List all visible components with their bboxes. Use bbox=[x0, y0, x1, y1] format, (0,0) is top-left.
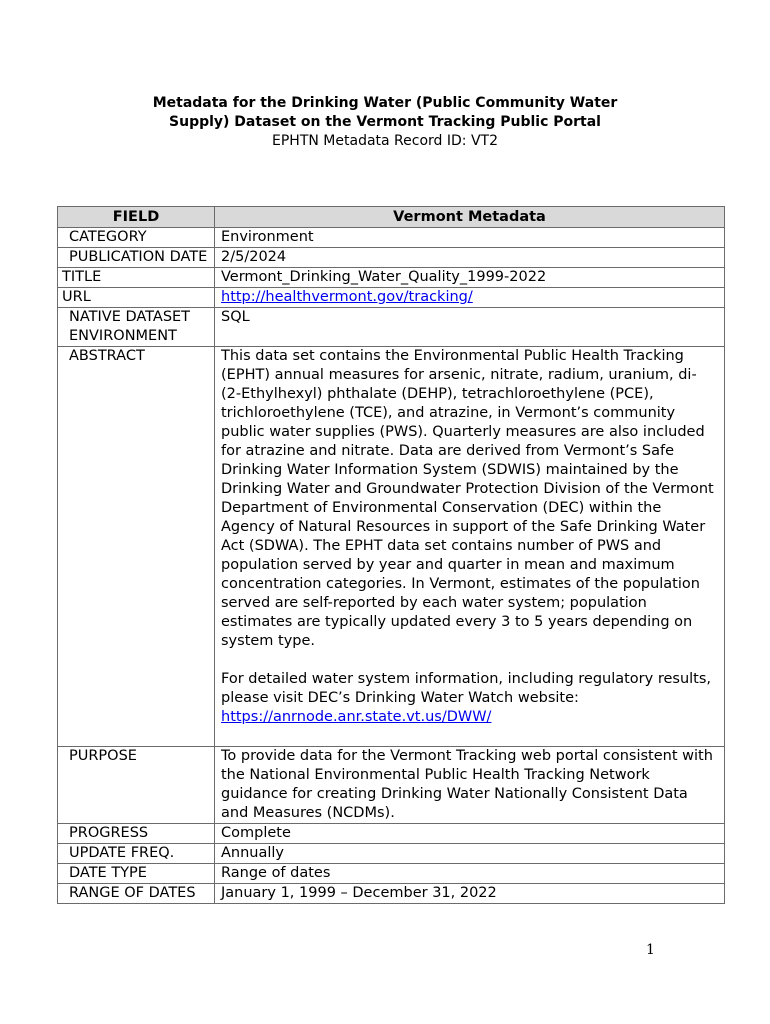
field-label: PURPOSE bbox=[58, 747, 215, 824]
title-line-2: Supply) Dataset on the Vermont Tracking Public Portal bbox=[169, 114, 601, 130]
field-label: PUBLICATION DATE bbox=[58, 248, 215, 268]
table-header-row bbox=[58, 207, 725, 228]
field-value: SQL bbox=[215, 308, 725, 347]
table-row bbox=[58, 347, 725, 747]
table-row bbox=[58, 228, 725, 248]
field-value bbox=[215, 288, 725, 308]
drinking-water-watch-link[interactable]: https://anrnode.anr.state.vt.us/DWW/ bbox=[221, 709, 492, 725]
document-title bbox=[0, 94, 770, 151]
page-number: 1 bbox=[646, 942, 655, 958]
field-label: URL bbox=[58, 288, 215, 308]
field-value: Environment bbox=[215, 228, 725, 248]
table-row bbox=[58, 884, 725, 904]
title-line-1: Metadata for the Drinking Water (Public Community Water bbox=[152, 95, 618, 111]
abstract-paragraph: This data set contains the Environmental Public Health Tracking (EPHT) annual measures for arsenic, nitrate, radium, uranium, di-(2-Ethylhexyl) phthalate (DEHP), tetrachloroethylene (PCE), trichloroethylene (TCE), and atrazine, in Vermont’s community public water supplies (PWS). Quarterly measures are also included for atrazine and nitrate. Data are derived from Vermont’s Safe Drinking Water Information System (SDWIS) maintained by the Drinking Water and Groundwater Protection Division of the Vermont Department of Environmental Conservation (DEC) within the Agency of Natural Resources in support of the Safe Drinking Water Act (SDWA). The EPHT data set contains number of PWS and population served by year and quarter in mean and maximum concentration categories. In Vermont, estimates of the population served are self-reported by each water system; population estimates are typically updated every 3 to 5 years depending on system type. bbox=[221, 348, 714, 649]
table-row bbox=[58, 824, 725, 844]
table-row bbox=[58, 864, 725, 884]
field-label: CATEGORY bbox=[58, 228, 215, 248]
table-row bbox=[58, 288, 725, 308]
field-value: Vermont_Drinking_Water_Quality_1999-2022 bbox=[215, 268, 725, 288]
field-value: January 1, 1999 – December 31, 2022 bbox=[215, 884, 725, 904]
record-id: EPHTN Metadata Record ID: VT2 bbox=[272, 133, 498, 149]
field-label: TITLE bbox=[58, 268, 215, 288]
table-row bbox=[58, 308, 725, 347]
field-label: UPDATE FREQ. bbox=[58, 844, 215, 864]
table-row bbox=[58, 844, 725, 864]
metadata-table bbox=[57, 206, 725, 904]
field-label: DATE TYPE bbox=[58, 864, 215, 884]
abstract-paragraph: For detailed water system information, including regulatory results, please visit DEC’s Drinking Water Watch website: bbox=[221, 671, 712, 706]
field-value: 2/5/2024 bbox=[215, 248, 725, 268]
table-row bbox=[58, 747, 725, 824]
field-label: RANGE OF DATES bbox=[58, 884, 215, 904]
field-value: Complete bbox=[215, 824, 725, 844]
field-label: ABSTRACT bbox=[58, 347, 215, 747]
field-label: NATIVE DATASET ENVIRONMENT bbox=[58, 308, 215, 347]
field-value: Annually bbox=[215, 844, 725, 864]
table-row bbox=[58, 268, 725, 288]
abstract-value bbox=[215, 347, 725, 747]
portal-url-link[interactable]: http://healthvermont.gov/tracking/ bbox=[221, 289, 473, 305]
field-column-header: FIELD bbox=[58, 207, 215, 228]
field-label: PROGRESS bbox=[58, 824, 215, 844]
table-row bbox=[58, 248, 725, 268]
field-value: To provide data for the Vermont Tracking web portal consistent with the National Environmental Public Health Tracking Network guidance for creating Drinking Water Nationally Consistent Data and Measures (NCDMs). bbox=[215, 747, 725, 824]
metadata-column-header: Vermont Metadata bbox=[215, 207, 725, 228]
field-value: Range of dates bbox=[215, 864, 725, 884]
